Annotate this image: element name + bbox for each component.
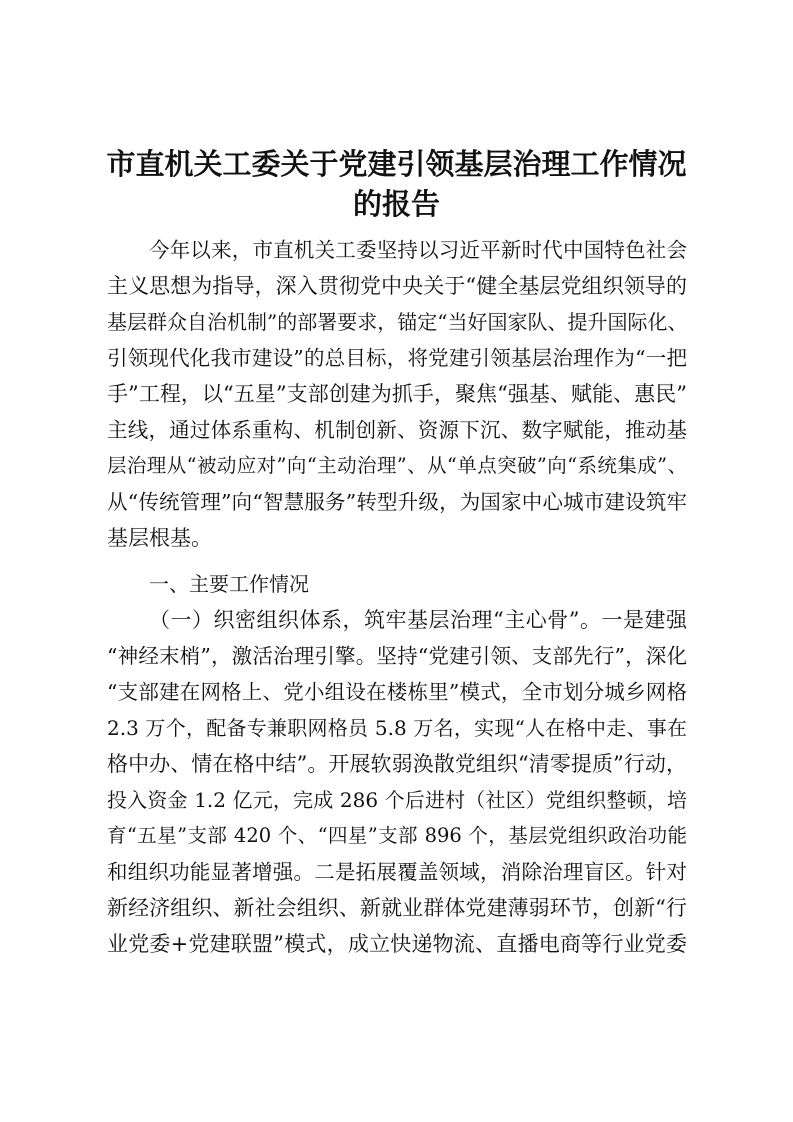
paragraph-line: 业党委+党建联盟”模式，成立快递物流、直播电商等行业党委 xyxy=(107,932,687,956)
paragraph-line: “支部建在网格上、党小组设在楼栋里”模式，全市划分城乡网格 xyxy=(107,680,687,704)
paragraph-line: 手”工程，以“五星”支部创建为抓手，聚焦“强基、赋能、惠民” xyxy=(107,382,687,406)
paragraph-line: 主义思想为指导，深入贯彻党中央关于“健全基层党组织领导的 xyxy=(107,274,687,298)
section-heading: 一、主要工作情况 xyxy=(149,572,309,596)
paragraph-line: （一）织密组织体系，筑牢基层治理“主心骨”。一是建强 xyxy=(149,608,687,632)
paragraph-line: 层治理从“被动应对”向“主动治理”、从“单点突破”向“系统集成”、 xyxy=(107,454,687,477)
paragraph-line: 育“五星”支部 420 个、“四星”支部 896 个，基层党组织政治功能 xyxy=(107,824,687,847)
paragraph-line: 基层根基。 xyxy=(107,526,212,550)
paragraph-line: 基层群众自治机制”的部署要求，锚定“当好国家队、提升国际化、 xyxy=(107,310,688,334)
document-title-line-2: 的报告 xyxy=(352,187,440,221)
paragraph-line: 新经济组织、新社会组织、新就业群体党建薄弱环节，创新“行 xyxy=(107,896,687,920)
paragraph-line: 投入资金 1.2 亿元，完成 286 个后进村（社区）党组织整顿，培 xyxy=(107,788,687,812)
document-title-line-1: 市直机关工委关于党建引领基层治理工作情况 xyxy=(106,147,687,181)
paragraph-line: “神经末梢”，激活治理引擎。坚持“党建引领、支部先行”，深化 xyxy=(107,644,687,668)
paragraph-line: 引领现代化我市建设”的总目标，将党建引领基层治理作为“一把 xyxy=(107,346,687,370)
paragraph-line: 和组织功能显著增强。二是拓展覆盖领域，消除治理盲区。针对 xyxy=(107,860,687,884)
paragraph-line: 主线，通过体系重构、机制创新、资源下沉、数字赋能，推动基 xyxy=(107,418,687,442)
paragraph-line: 今年以来，市直机关工委坚持以习近平新时代中国特色社会 xyxy=(149,238,687,262)
paragraph-line: 从“传统管理”向“智慧服务”转型升级，为国家中心城市建设筑牢 xyxy=(107,490,687,514)
paragraph-line: 格中办、情在格中结”。开展软弱涣散党组织“清零提质”行动， xyxy=(107,752,687,776)
paragraph-line: 2.3 万个，配备专兼职网格员 5.8 万名，实现“人在格中走、事在 xyxy=(107,716,687,740)
